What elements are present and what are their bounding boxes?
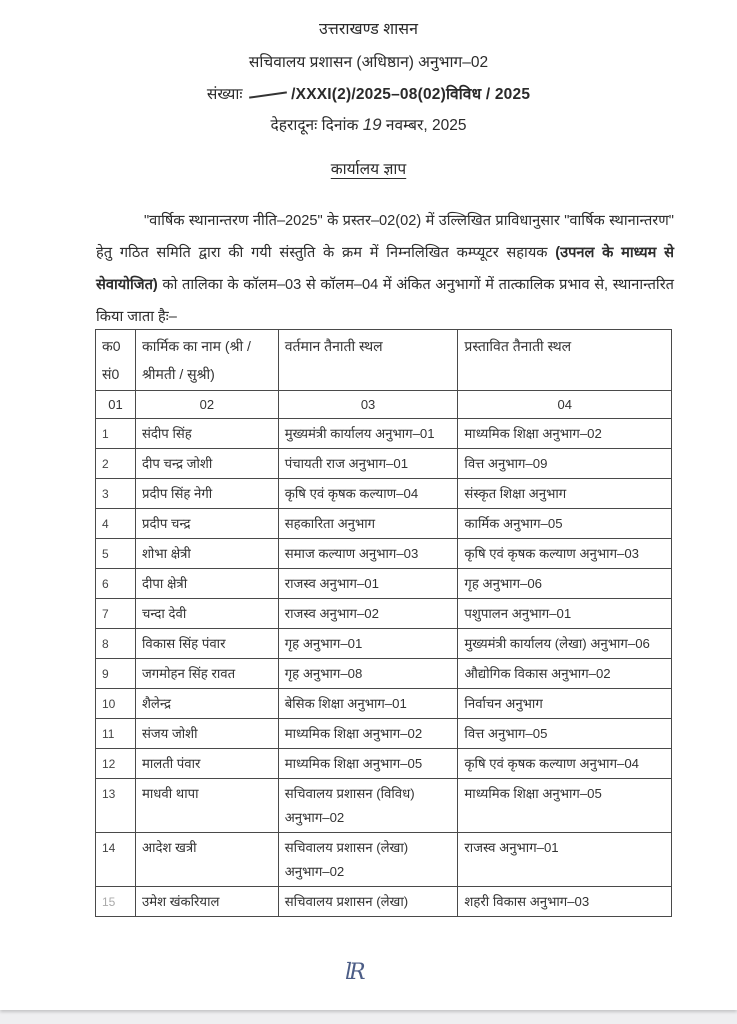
table-row (96, 419, 672, 449)
serial-number-cell: 4 (96, 509, 136, 539)
memo-body-paragraph (96, 205, 674, 333)
table-row (96, 719, 672, 749)
transfer-table (95, 329, 672, 917)
employee-name-cell: आदेश खत्री (135, 833, 278, 887)
proposed-posting-cell: वित्त अनुभाग–09 (458, 449, 672, 479)
reference-line (0, 82, 737, 104)
column-number: 03 (278, 391, 458, 419)
serial-number-cell: 15 (96, 887, 136, 917)
current-posting-cell: गृह अनुभाग–08 (278, 659, 458, 689)
proposed-posting-cell: माध्यमिक शिक्षा अनुभाग–02 (458, 419, 672, 449)
current-posting-cell: सहकारिता अनुभाग (278, 509, 458, 539)
table-row (96, 779, 672, 833)
reference-number: /XXXI(2)/2025–08(02)विविध / 2025 (291, 86, 531, 103)
serial-number-cell: 9 (96, 659, 136, 689)
table-row (96, 569, 672, 599)
department-name: सचिवालय प्रशासन (अधिष्ठान) अनुभाग–02 (248, 54, 489, 71)
proposed-posting-cell: कृषि एवं कृषक कल्याण अनुभाग–04 (458, 749, 672, 779)
employee-name-cell: जगमोहन सिंह रावत (135, 659, 278, 689)
employee-name-cell: संजय जोशी (135, 719, 278, 749)
serial-number-cell: 5 (96, 539, 136, 569)
employee-name-cell: प्रदीप चन्द्र (135, 509, 278, 539)
table-row (96, 449, 672, 479)
employee-name-cell: उमेश खंकरियाल (135, 887, 278, 917)
table-row (96, 599, 672, 629)
column-number: 04 (458, 391, 672, 419)
serial-number-cell: 3 (96, 479, 136, 509)
employee-name-cell: विकास सिंह पंवार (135, 629, 278, 659)
employee-name-cell: दीपा क्षेत्री (135, 569, 278, 599)
serial-number-cell: 8 (96, 629, 136, 659)
serial-number-cell: 12 (96, 749, 136, 779)
current-posting-cell: पंचायती राज अनुभाग–01 (278, 449, 458, 479)
table-row (96, 833, 672, 887)
serial-number-cell: 10 (96, 689, 136, 719)
place-date-line (0, 113, 737, 135)
current-posting-cell: कृषि एवं कृषक कल्याण–04 (278, 479, 458, 509)
serial-number-cell: 7 (96, 599, 136, 629)
serial-number-cell: 6 (96, 569, 136, 599)
current-posting-cell: सचिवालय प्रशासन (लेखा) अनुभाग–02 (278, 833, 458, 887)
proposed-posting-cell: निर्वाचन अनुभाग (458, 689, 672, 719)
header-proposed-posting: प्रस्तावित तैनाती स्थल (458, 330, 672, 391)
proposed-posting-cell: मुख्यमंत्री कार्यालय (लेखा) अनुभाग–06 (458, 629, 672, 659)
memo-title: कार्यालय ज्ञाप (330, 161, 407, 178)
current-posting-cell: राजस्व अनुभाग–02 (278, 599, 458, 629)
column-number: 01 (96, 391, 136, 419)
proposed-posting-cell: संस्कृत शिक्षा अनुभाग (458, 479, 672, 509)
proposed-posting-cell: कार्मिक अनुभाग–05 (458, 509, 672, 539)
body-text-bold: (उपनल के माध्यम से सेवायोजित) (96, 245, 674, 293)
table-row (96, 629, 672, 659)
proposed-posting-cell: राजस्व अनुभाग–01 (458, 833, 672, 887)
serial-number-cell: 14 (96, 833, 136, 887)
date-month-year: नवम्बर, 2025 (385, 117, 467, 134)
current-posting-cell: बेसिक शिक्षा अनुभाग–01 (278, 689, 458, 719)
proposed-posting-cell: गृह अनुभाग–06 (458, 569, 672, 599)
current-posting-cell: राजस्व अनुभाग–01 (278, 569, 458, 599)
proposed-posting-cell: शहरी विकास अनुभाग–03 (458, 887, 672, 917)
employee-name-cell: शोभा क्षेत्री (135, 539, 278, 569)
current-posting-cell: समाज कल्याण अनुभाग–03 (278, 539, 458, 569)
table-row (96, 539, 672, 569)
blank-number-stroke (247, 90, 287, 100)
proposed-posting-cell: पशुपालन अनुभाग–01 (458, 599, 672, 629)
proposed-posting-cell: माध्यमिक शिक्षा अनुभाग–05 (458, 779, 672, 833)
handwritten-date-day: 19 (362, 115, 382, 134)
serial-number-cell: 11 (96, 719, 136, 749)
employee-name-cell: माधवी थापा (135, 779, 278, 833)
column-number: 02 (135, 391, 278, 419)
reference-label: संख्याः (206, 86, 243, 103)
employee-name-cell: प्रदीप सिंह नेगी (135, 479, 278, 509)
proposed-posting-cell: वित्त अनुभाग–05 (458, 719, 672, 749)
employee-name-cell: दीप चन्द्र जोशी (135, 449, 278, 479)
current-posting-cell: गृह अनुभाग–01 (278, 629, 458, 659)
place-date-prefix: देहरादूनः दिनांक (270, 117, 359, 134)
table-row (96, 479, 672, 509)
table-header-row (96, 330, 672, 391)
header-serial: क0 सं0 (96, 330, 136, 391)
employee-name-cell: संदीप सिंह (135, 419, 278, 449)
government-name: उत्तराखण्ड शासन (319, 21, 418, 38)
body-text-part1: "वार्षिक स्थानान्तरण नीति–2025" के प्रस्तर–02(02) में उल्लिखित प्राविधानुसार "वार्षिक स्थानान्तरण" हेतु गठित समिति द्वारा की गयी संस्तुति के क्रम में निम्नलिखित कम्प्यूटर सहायक (96, 213, 674, 261)
employee-name-cell: चन्दा देवी (135, 599, 278, 629)
table-row (96, 689, 672, 719)
proposed-posting-cell: औद्योगिक विकास अनुभाग–02 (458, 659, 672, 689)
table-row (96, 887, 672, 917)
proposed-posting-cell: कृषि एवं कृषक कल्याण अनुभाग–03 (458, 539, 672, 569)
table-row (96, 659, 672, 689)
current-posting-cell: सचिवालय प्रशासन (विविध) अनुभाग–02 (278, 779, 458, 833)
employee-name-cell: शैलेन्द्र (135, 689, 278, 719)
current-posting-cell: माध्यमिक शिक्षा अनुभाग–05 (278, 749, 458, 779)
header-name: कार्मिक का नाम (श्री / श्रीमती / सुश्री) (135, 330, 278, 391)
current-posting-cell: सचिवालय प्रशासन (लेखा) (278, 887, 458, 917)
header-current-posting: वर्तमान तैनाती स्थल (278, 330, 458, 391)
serial-number-cell: 2 (96, 449, 136, 479)
table-row (96, 749, 672, 779)
current-posting-cell: माध्यमिक शिक्षा अनुभाग–02 (278, 719, 458, 749)
handwritten-initials: lR (345, 960, 363, 985)
serial-number-cell: 13 (96, 779, 136, 833)
current-posting-cell: मुख्यमंत्री कार्यालय अनुभाग–01 (278, 419, 458, 449)
table-body (96, 419, 672, 917)
column-number-row (96, 391, 672, 419)
employee-name-cell: मालती पंवार (135, 749, 278, 779)
serial-number-cell: 1 (96, 419, 136, 449)
table-row (96, 509, 672, 539)
body-text-part2: को तालिका के कॉलम–03 से कॉलम–04 में अंकित अनुभागों में तात्कालिक प्रभाव से, स्थानान्तरित किया जाता हैः– (96, 277, 674, 325)
